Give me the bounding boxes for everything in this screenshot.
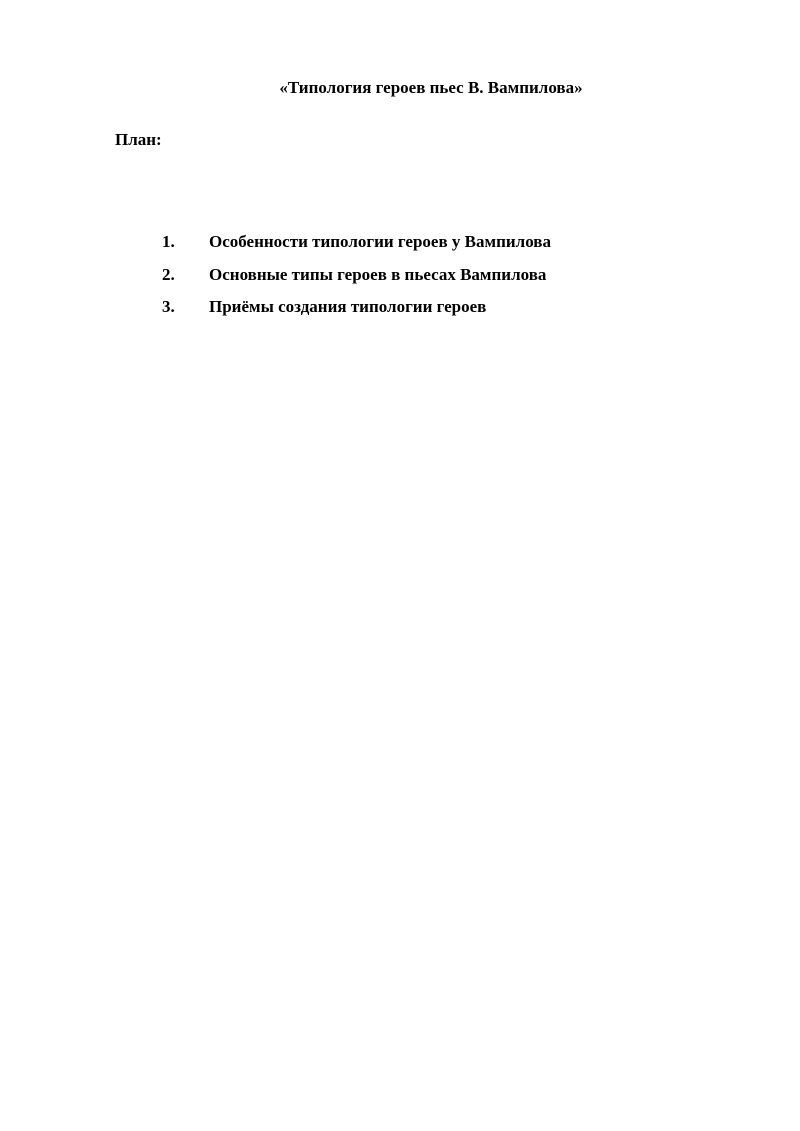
plan-item-text: Особенности типологии героев у Вампилова: [209, 232, 551, 251]
plan-heading: План:: [115, 130, 162, 149]
plan-item-number: 3.: [162, 297, 175, 316]
document-title: «Типология героев пьес В. Вампилова»: [279, 78, 583, 97]
plan-item-text: Основные типы героев в пьесах Вампилова: [209, 264, 547, 284]
plan-item-text: Приёмы создания типологии героев: [209, 297, 487, 316]
plan-item-number: 1.: [162, 232, 175, 251]
plan-item-number: 2.: [162, 264, 175, 284]
